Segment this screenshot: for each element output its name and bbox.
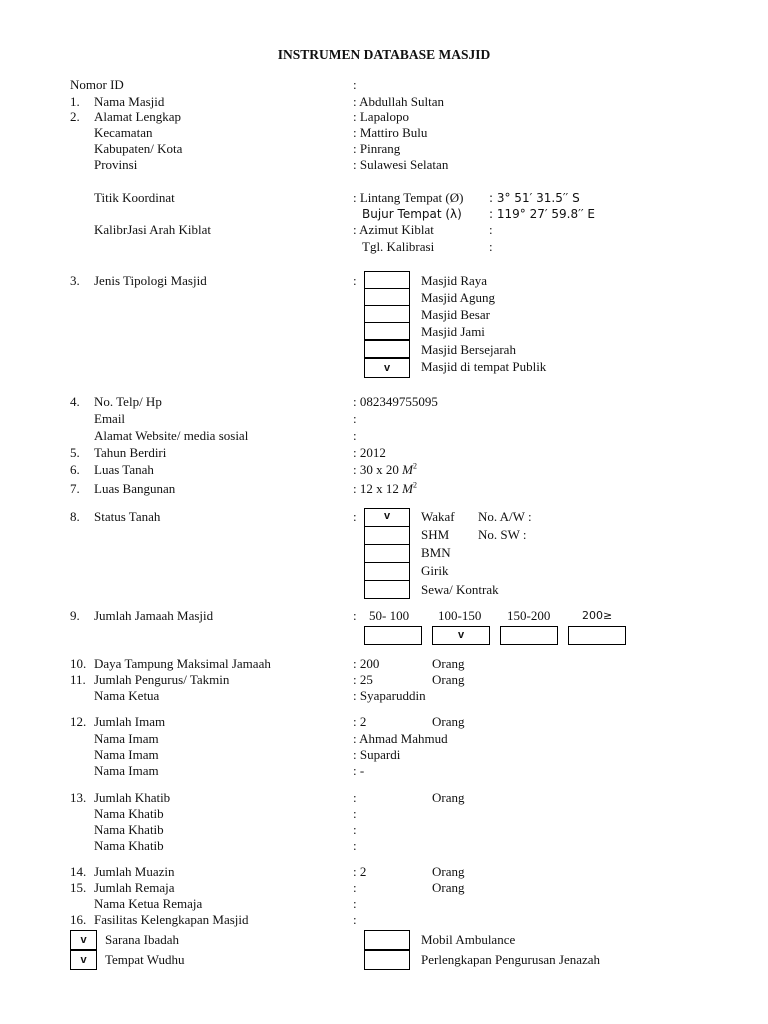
note-shm: No. SW : (478, 527, 527, 542)
value-provinsi: : Sulawesi Selatan (353, 157, 449, 172)
label-kalibrasi: KalibrJasi Arah Kiblat (94, 222, 211, 237)
unit-khatib: Orang (432, 790, 465, 805)
value-khatib-3: : (353, 838, 357, 853)
value-ketua: : Syaparuddin (353, 688, 426, 703)
label-alamat: Alamat Lengkap (94, 109, 181, 124)
checkbox-tempat-wudhu[interactable]: v (70, 950, 97, 970)
checkbox-mobil-ambulance[interactable] (364, 930, 410, 950)
label-khatib-2: Nama Khatib (94, 822, 164, 837)
option-jamaah-50-100: 50- 100 (369, 608, 410, 623)
note-wakaf: No. A/W : (478, 509, 532, 524)
checkbox-masjid-besar[interactable] (364, 305, 410, 323)
value-email: : (353, 411, 357, 426)
num-12: 12. (70, 714, 87, 729)
option-mobil-ambulance: Mobil Ambulance (421, 932, 516, 947)
num-11: 11. (70, 672, 86, 687)
label-khatib-3: Nama Khatib (94, 838, 164, 853)
label-tahun: Tahun Berdiri (94, 445, 167, 460)
value-imam-3: : - (353, 763, 365, 778)
label-status-tanah: Status Tanah (94, 509, 161, 524)
num-6: 6. (70, 462, 80, 477)
option-pengurusan-jenazah: Perlengkapan Pengurusan Jenazah (421, 952, 601, 967)
label-email: Email (94, 411, 126, 426)
checkbox-masjid-jami[interactable] (364, 322, 410, 340)
checkbox-masjid-bersejarah[interactable] (364, 340, 410, 358)
checkbox-jamaah-200[interactable] (568, 626, 626, 645)
num-14: 14. (70, 864, 87, 879)
num-9: 9. (70, 608, 80, 623)
label-nomor-id: Nomor ID (70, 77, 124, 92)
checkbox-jamaah-100-150[interactable]: v (432, 626, 490, 645)
label-khatib-1: Nama Khatib (94, 806, 164, 821)
option-wakaf: Wakaf (421, 509, 455, 524)
unit-remaja: Orang (432, 880, 465, 895)
value-daya-tampung: : 200 (353, 656, 380, 671)
option-tempat-wudhu: Tempat Wudhu (105, 952, 185, 967)
label-daya-tampung: Daya Tampung Maksimal Jamaah (94, 656, 271, 671)
colon-status-tanah: : (353, 509, 357, 524)
value-nomor-id: : (353, 77, 357, 92)
checkbox-pengurusan-jenazah[interactable] (364, 950, 410, 970)
page-title: INSTRUMEN DATABASE MASJID (277, 47, 491, 62)
num-15: 15. (70, 880, 87, 895)
checkbox-masjid-publik[interactable]: v (364, 358, 410, 378)
value-luas-tanah: : 30 x 20 $M^2$ (353, 461, 417, 477)
option-shm: SHM (421, 527, 450, 542)
checkbox-girik[interactable] (364, 562, 410, 581)
colon-tipologi: : (353, 273, 357, 288)
label-lintang: : Lintang Tempat (Ø) (353, 190, 464, 205)
checkbox-sarana-ibadah[interactable]: v (70, 930, 97, 950)
label-imam: Jumlah Imam (94, 714, 166, 729)
num-2: 2. (70, 109, 80, 124)
option-masjid-raya: Masjid Raya (421, 273, 488, 288)
value-khatib: : (353, 790, 357, 805)
value-khatib-1: : (353, 806, 357, 821)
num-16: 16. (70, 912, 87, 927)
label-kabupaten: Kabupaten/ Kota (94, 141, 183, 156)
label-ketua: Nama Ketua (94, 688, 160, 703)
num-3: 3. (70, 273, 80, 288)
value-khatib-2: : (353, 822, 357, 837)
value-tahun: : 2012 (353, 445, 386, 460)
label-luas-bangunan: Luas Bangunan (94, 481, 176, 496)
colon-jamaah: : (353, 608, 357, 623)
option-jamaah-100-150: 100-150 (438, 608, 482, 623)
unit-muazin: Orang (432, 864, 465, 879)
option-sarana-ibadah: Sarana Ibadah (105, 932, 179, 947)
option-jamaah-150-200: 150-200 (507, 608, 551, 623)
label-telp: No. Telp/ Hp (94, 394, 162, 409)
option-masjid-bersejarah: Masjid Bersejarah (421, 342, 516, 357)
label-remaja: Jumlah Remaja (94, 880, 175, 895)
option-masjid-publik: Masjid di tempat Publik (421, 359, 547, 374)
label-bujur: Bujur Tempat (λ) (362, 207, 462, 221)
value-ketua-remaja: : (353, 896, 357, 911)
option-sewa: Sewa/ Kontrak (421, 582, 499, 597)
value-lintang: : 3° 51′ 31.5′′ S (489, 191, 580, 205)
value-luas-bangunan: : 12 x 12 $M^2$ (353, 480, 417, 496)
checkbox-sewa[interactable] (364, 580, 410, 599)
checkbox-masjid-raya[interactable] (364, 271, 410, 289)
unit-imam: Orang (432, 714, 465, 729)
label-pengurus: Jumlah Pengurus/ Takmin (94, 672, 230, 687)
label-titik-koordinat: Titik Koordinat (94, 190, 175, 205)
label-tipologi: Jenis Tipologi Masjid (94, 273, 207, 288)
option-jamaah-200: 200≥ (582, 609, 613, 622)
num-1: 1. (70, 94, 80, 109)
num-8: 8. (70, 509, 80, 524)
value-fasilitas: : (353, 912, 357, 927)
value-kecamatan: : Mattiro Bulu (353, 125, 428, 140)
value-telp: : 082349755095 (353, 394, 438, 409)
num-10: 10. (70, 656, 87, 671)
option-masjid-besar: Masjid Besar (421, 307, 490, 322)
label-ketua-remaja: Nama Ketua Remaja (94, 896, 203, 911)
label-kecamatan: Kecamatan (94, 125, 153, 140)
checkbox-jamaah-50-100[interactable] (364, 626, 422, 645)
option-masjid-agung: Masjid Agung (421, 290, 496, 305)
value-azimut: : (489, 222, 493, 237)
checkbox-wakaf[interactable]: v (364, 508, 410, 527)
option-bmn: BMN (421, 545, 451, 560)
unit-pengurus: Orang (432, 672, 465, 687)
checkbox-jamaah-150-200[interactable] (500, 626, 558, 645)
value-remaja: : (353, 880, 357, 895)
value-imam: : 2 (353, 714, 367, 729)
value-website: : (353, 428, 357, 443)
label-muazin: Jumlah Muazin (94, 864, 175, 879)
label-luas-tanah: Luas Tanah (94, 462, 154, 477)
checkbox-shm[interactable] (364, 526, 410, 545)
value-alamat: : Lapalopo (353, 109, 409, 124)
value-muazin: : 2 (353, 864, 367, 879)
label-provinsi: Provinsi (94, 157, 138, 172)
label-fasilitas: Fasilitas Kelengkapan Masjid (94, 912, 249, 927)
label-nama-masjid: Nama Masjid (94, 94, 165, 109)
value-pengurus: : 25 (353, 672, 373, 687)
label-tgl-kalibrasi: Tgl. Kalibrasi (362, 239, 435, 254)
num-13: 13. (70, 790, 87, 805)
option-masjid-jami: Masjid Jami (421, 324, 485, 339)
unit-daya-tampung: Orang (432, 656, 465, 671)
label-khatib: Jumlah Khatib (94, 790, 171, 805)
num-7: 7. (70, 481, 80, 496)
label-imam-3: Nama Imam (94, 763, 159, 778)
value-tgl-kalibrasi: : (489, 239, 493, 254)
label-website: Alamat Website/ media sosial (94, 428, 249, 443)
value-imam-1: : Ahmad Mahmud (353, 731, 448, 746)
value-bujur: : 119° 27′ 59.8′′ E (489, 207, 595, 221)
option-girik: Girik (421, 563, 449, 578)
value-imam-2: : Supardi (353, 747, 401, 762)
value-kabupaten: : Pinrang (353, 141, 401, 156)
label-imam-2: Nama Imam (94, 747, 159, 762)
label-imam-1: Nama Imam (94, 731, 159, 746)
num-4: 4. (70, 394, 80, 409)
value-nama-masjid: : Abdullah Sultan (353, 94, 444, 109)
label-jamaah: Jumlah Jamaah Masjid (94, 608, 214, 623)
num-5: 5. (70, 445, 80, 460)
label-azimut: : Azimut Kiblat (353, 222, 434, 237)
checkbox-masjid-agung[interactable] (364, 288, 410, 306)
checkbox-bmn[interactable] (364, 544, 410, 563)
